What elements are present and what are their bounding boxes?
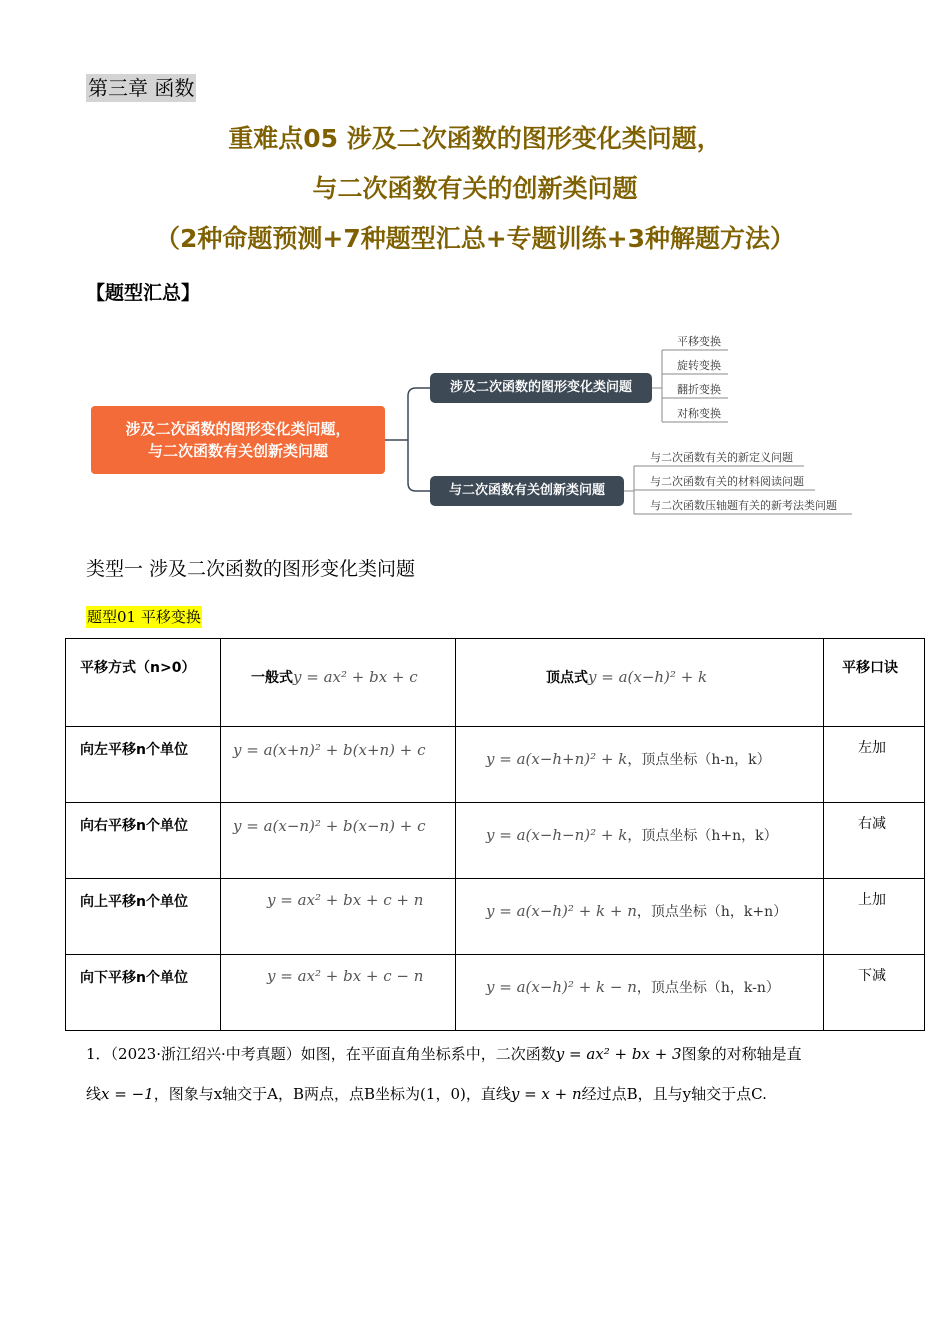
problem-1 bbox=[86, 1034, 866, 1114]
problem-line2 bbox=[86, 1074, 866, 1114]
row-vertex bbox=[456, 879, 824, 955]
header-vertex-formula: y = a(x−h)² + k bbox=[588, 668, 708, 686]
mindmap-leaf: 翻折变换 bbox=[677, 383, 721, 396]
row-vertex-formula: y = a(x−h−n)² + k bbox=[486, 826, 628, 844]
table-row bbox=[66, 727, 925, 803]
summary-header: 【题型汇总】 bbox=[86, 282, 201, 304]
row-rhyme: 上加 bbox=[824, 879, 925, 955]
mindmap-leaf: 旋转变换 bbox=[677, 359, 721, 372]
row-vertex-coord: ，顶点坐标（h，k+n） bbox=[636, 904, 788, 920]
row-method: 向左平移n个单位 bbox=[66, 727, 221, 803]
table-header-row bbox=[66, 639, 925, 727]
problem-source: （2023·浙江绍兴·中考真题） bbox=[110, 1045, 301, 1063]
header-general bbox=[221, 639, 456, 727]
row-vertex bbox=[456, 803, 824, 879]
header-general-label: 一般式 bbox=[251, 670, 293, 686]
header-general-formula: y = ax² + bx + c bbox=[293, 668, 418, 686]
row-general bbox=[221, 879, 456, 955]
mindmap-root-line2: 与二次函数有关创新类问题 bbox=[147, 442, 328, 460]
row-general-formula: y = ax² + bx + c + n bbox=[267, 891, 424, 909]
row-vertex bbox=[456, 727, 824, 803]
mindmap-branch-transform: 涉及二次函数的图形变化类问题 bbox=[430, 373, 652, 403]
row-method: 向上平移n个单位 bbox=[66, 879, 221, 955]
row-method: 向右平移n个单位 bbox=[66, 803, 221, 879]
row-rhyme: 下减 bbox=[824, 955, 925, 1031]
row-general-formula: y = a(x+n)² + b(x+n) + c bbox=[233, 741, 426, 759]
mindmap-root bbox=[91, 406, 385, 474]
problem-axis: x = −1 bbox=[101, 1085, 154, 1103]
problem-line-eq: y = x + n bbox=[510, 1085, 582, 1103]
problem-number: 1． bbox=[86, 1045, 111, 1063]
row-rhyme: 左加 bbox=[824, 727, 925, 803]
problem-line1 bbox=[86, 1034, 866, 1074]
row-general-formula: y = a(x−n)² + b(x−n) + c bbox=[233, 817, 426, 835]
mindmap-leaf: 与二次函数有关的材料阅读问题 bbox=[650, 475, 804, 488]
header-method: 平移方式（n>0） bbox=[66, 639, 221, 727]
problem-text-e: 经过点B，且与y轴交于点C. bbox=[581, 1085, 767, 1103]
row-general bbox=[221, 955, 456, 1031]
row-general bbox=[221, 803, 456, 879]
mindmap-branch-innovation: 与二次函数有关创新类问题 bbox=[430, 476, 624, 506]
problem-text-d: ，图象与x轴交于A，B两点，点B坐标为(1，0)，直线 bbox=[153, 1085, 511, 1103]
page-title-line1: 重难点05 涉及二次函数的图形变化类问题， bbox=[228, 124, 722, 153]
row-rhyme: 右减 bbox=[824, 803, 925, 879]
mindmap-leaf: 与二次函数有关的新定义问题 bbox=[650, 451, 793, 464]
translation-table bbox=[65, 638, 925, 1031]
row-vertex-formula: y = a(x−h)² + k − n bbox=[486, 978, 637, 996]
subtype-header: 题型01 平移变换 bbox=[87, 608, 201, 626]
row-vertex-coord: ，顶点坐标（h+n，k） bbox=[627, 828, 778, 844]
mindmap-leaf: 对称变换 bbox=[677, 407, 721, 420]
type1-header: 类型一 涉及二次函数的图形变化类问题 bbox=[86, 558, 416, 580]
page-title-line2: 与二次函数有关的创新类问题 bbox=[312, 174, 638, 203]
header-vertex bbox=[456, 639, 824, 727]
problem-text-c: 线 bbox=[86, 1085, 102, 1103]
page-title-line3: （2种命题预测+7种题型汇总+专题训练+3种解题方法） bbox=[154, 224, 796, 253]
problem-text-b: 图象的对称轴是直 bbox=[681, 1045, 802, 1063]
row-vertex-formula: y = a(x−h+n)² + k bbox=[486, 750, 628, 768]
row-vertex bbox=[456, 955, 824, 1031]
row-vertex-formula: y = a(x−h)² + k + n bbox=[486, 902, 637, 920]
header-rhyme: 平移口诀 bbox=[824, 639, 925, 727]
row-general-formula: y = ax² + bx + c − n bbox=[267, 967, 424, 985]
problem-function: y = ax² + bx + 3 bbox=[555, 1045, 682, 1063]
row-general bbox=[221, 727, 456, 803]
table-row bbox=[66, 955, 925, 1031]
problem-text-a: 如图，在平面直角坐标系中，二次函数 bbox=[300, 1045, 556, 1063]
chapter-label: 第三章 函数 bbox=[88, 76, 195, 100]
row-vertex-coord: ，顶点坐标（h-n，k） bbox=[627, 752, 771, 768]
row-method: 向下平移n个单位 bbox=[66, 955, 221, 1031]
table-row bbox=[66, 803, 925, 879]
row-vertex-coord: ，顶点坐标（h，k-n） bbox=[636, 980, 780, 996]
mindmap-leaf: 与二次函数压轴题有关的新考法类问题 bbox=[650, 499, 837, 512]
header-vertex-label: 顶点式 bbox=[546, 670, 588, 686]
mindmap-leaf: 平移变换 bbox=[677, 335, 721, 348]
table-row bbox=[66, 879, 925, 955]
mindmap-root-line1: 涉及二次函数的图形变化类问题， bbox=[125, 420, 351, 438]
